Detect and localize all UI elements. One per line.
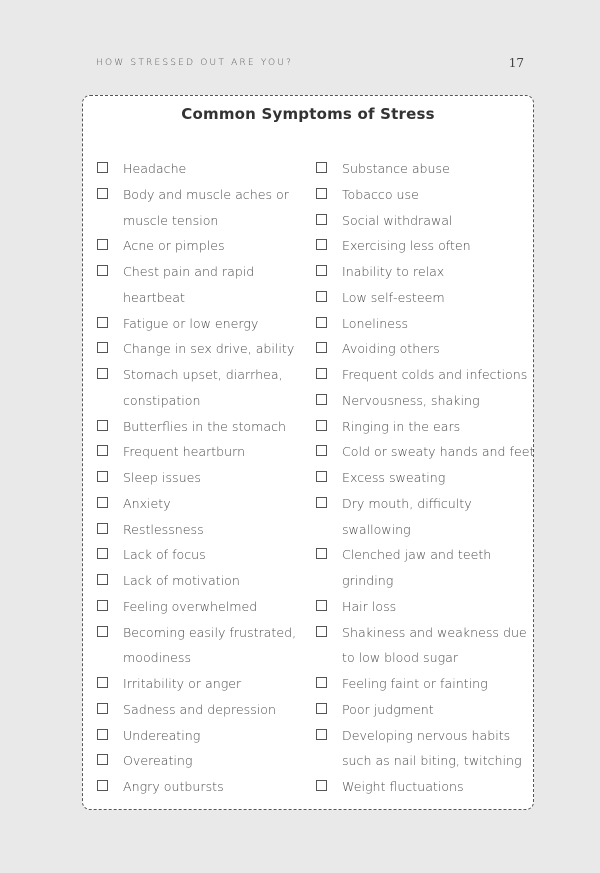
checklist-item-label: Irritability or anger [123,676,242,691]
checkbox[interactable] [97,548,108,559]
checklist-item [97,542,307,568]
checkbox[interactable] [316,626,327,637]
checkbox[interactable] [316,394,327,405]
checkbox[interactable] [316,780,327,791]
checklist-item-label: heartbeat [123,289,185,305]
checklist-item-label: Restlessness [123,521,204,537]
checklist-item [97,414,307,440]
checkbox[interactable] [97,523,108,534]
checklist-item [316,774,531,800]
running-header [96,58,524,72]
checkbox[interactable] [97,162,108,173]
checklist-item-label: Overeating [123,753,193,769]
checkbox[interactable] [97,342,108,353]
checklist-item [316,414,531,440]
checklist-item-label: Hair loss [342,598,397,614]
checklist-item [316,259,531,285]
checklist-item [97,491,307,517]
checklist-item-label: Sadness and depression [123,701,276,717]
checklist-item-label: Excess sweating [342,470,446,485]
checkbox[interactable] [316,548,327,559]
checklist-item-label: Feeling faint or fainting [342,676,488,691]
right-checklist [316,156,535,800]
checklist-item-label: Feeling overwhelmed [123,598,258,614]
checkbox[interactable] [97,600,108,611]
checklist-item-label: Becoming easily frustrated, [123,624,297,640]
checklist-item [316,388,531,414]
checklist-item [316,336,531,362]
checklist-item [316,285,531,311]
checklist-item-label: Clenched jaw and teeth [342,547,492,563]
checkbox[interactable] [316,291,327,302]
checklist-item-label: Shakiness and weakness due [342,624,527,640]
checkbox[interactable] [97,471,108,482]
checkbox[interactable] [316,317,327,328]
checklist-item [316,233,531,259]
checkbox[interactable] [316,342,327,353]
checkbox[interactable] [316,703,327,714]
checklist-item [316,542,531,594]
checklist-item-label: Ringing in the ears [342,418,461,434]
checkbox[interactable] [316,420,327,431]
checklist-item-label: moodiness [123,650,192,666]
checklist-item-label: Nervousness, shaking [342,392,480,408]
checklist-item [316,182,531,208]
checklist-item [97,311,307,337]
checkbox[interactable] [97,368,108,379]
checklist-item-label: Substance abuse [342,161,450,176]
checkbox[interactable] [97,497,108,508]
checklist-item [316,697,531,723]
symptoms-box [82,95,534,810]
checklist-item-label: Poor judgment [342,701,434,717]
checklist-item-label: Sleep issues [123,470,201,485]
checklist-item-label: Loneliness [342,315,409,331]
checklist-item [316,491,531,543]
checklist-item-label: Lack of motivation [123,573,240,588]
checklist-item [316,156,531,182]
checkbox[interactable] [316,497,327,508]
checklist-item [97,723,307,749]
checkbox[interactable] [316,239,327,250]
checkbox[interactable] [97,317,108,328]
checklist-item-label: Low self-esteem [342,289,445,305]
checklist-item [97,568,307,594]
checklist-item [97,233,307,259]
checklist-item-label: Chest pain and rapid [123,264,255,279]
running-title: HOW STRESSED OUT ARE YOU? [96,58,294,68]
checklist-item [316,594,531,620]
checkbox[interactable] [97,265,108,276]
checklist-item [316,671,531,697]
checklist-item [97,517,307,543]
checkbox[interactable] [97,729,108,740]
checklist-item [316,465,531,491]
checklist-item [97,362,307,414]
checklist-item-label: grinding [342,573,394,588]
checklist-item [316,620,531,672]
checklist-item [97,774,307,800]
checkbox[interactable] [316,368,327,379]
checklist-item [97,697,307,723]
left-checklist [97,156,307,800]
checkbox[interactable] [316,600,327,611]
checkbox[interactable] [97,420,108,431]
checklist-item-label: Acne or pimples [123,238,225,254]
checklist-item-label: swallowing [342,521,411,537]
checkbox[interactable] [97,188,108,199]
checkbox[interactable] [97,626,108,637]
checklist-item-label: Exercising less often [342,238,471,254]
checkbox[interactable] [97,574,108,585]
checklist-item [316,208,531,234]
checklist-item-label: Headache [123,161,187,176]
checklist-item-label: Angry outbursts [123,779,224,794]
checkbox[interactable] [316,265,327,276]
page-number: 17 [508,56,524,70]
checklist-item [97,748,307,774]
checkbox[interactable] [97,780,108,791]
checklist-item-label: Frequent colds and infections [342,367,528,382]
box-title: Common Symptoms of Stress [181,105,435,123]
checklist-item [97,259,307,311]
checklist-item [316,723,531,775]
checklist-item [97,465,307,491]
checkbox[interactable] [316,214,327,225]
checklist-item-label: constipation [123,392,201,408]
checklist-item-label: Body and muscle aches or [123,186,289,202]
checklist-item-label: Butterflies in the stomach [123,418,287,434]
checklist-item-label: Change in sex drive, ability [123,341,295,357]
checklist-item-label: Dry mouth, difficulty [342,495,472,511]
checklist-item [97,620,307,672]
checkbox[interactable] [97,239,108,250]
checklist-item-label: Fatigue or low energy [123,315,259,331]
checkbox[interactable] [316,162,327,173]
checkbox[interactable] [316,471,327,482]
checkbox[interactable] [97,754,108,765]
checklist-item-label: Anxiety [123,495,171,511]
checklist-item-label: Avoiding others [342,341,440,357]
checklist-item [97,594,307,620]
checkbox[interactable] [97,677,108,688]
checklist-item-label: Lack of focus [123,547,206,563]
checklist-item [97,156,307,182]
checklist-item-label: Stomach upset, diarrhea, [123,367,283,382]
checklist-item-label: Social withdrawal [342,212,453,228]
checklist-item [97,439,307,465]
checklist-item [316,311,531,337]
checklist-item-label: Inability to relax [342,264,445,279]
checklist-item-label: Cold or sweaty hands and feet [342,444,535,460]
checkbox[interactable] [316,729,327,740]
checkbox[interactable] [97,445,108,456]
checklist-item-label: Frequent heartburn [123,444,246,460]
checklist-item [97,182,307,234]
checkbox[interactable] [97,703,108,714]
checklist-item [97,671,307,697]
checklist-item-label: muscle tension [123,212,219,228]
checklist-item-label: Weight fluctuations [342,779,464,794]
checklist-item-label: such as nail biting, twitching [342,753,522,769]
checklist-item-label: Tobacco use [342,186,419,202]
checklist-item-label: Developing nervous habits [342,727,511,743]
checklist-item-label: Undereating [123,727,201,743]
checklist-item-label: to low blood sugar [342,650,459,666]
checkbox[interactable] [316,445,327,456]
checklist-item [97,336,307,362]
checkbox[interactable] [316,188,327,199]
checkbox[interactable] [316,677,327,688]
checklist-item [316,439,535,465]
checklist-item [316,362,531,388]
